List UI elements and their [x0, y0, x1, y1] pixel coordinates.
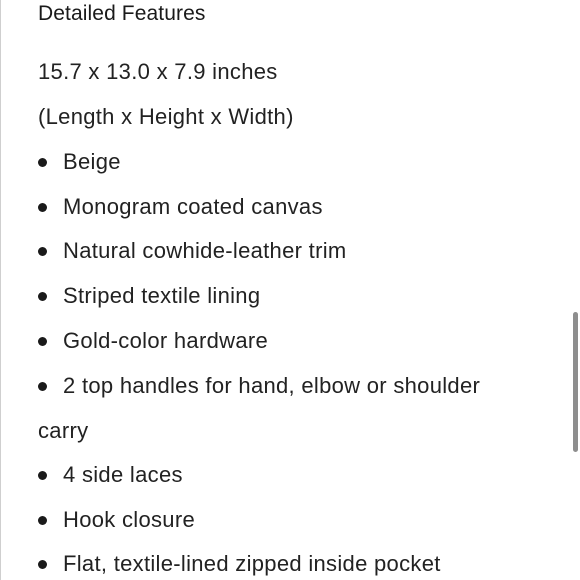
list-item-text: Gold-color hardware — [63, 328, 269, 353]
bullet-icon — [38, 560, 47, 569]
bullet-icon — [38, 471, 47, 480]
list-item-text: 2 top handles for hand, elbow or shoulder — [63, 373, 481, 398]
section-heading: Detailed Features — [38, 2, 206, 25]
list-item-wrap-text: carry — [38, 418, 89, 443]
list-item-text: Monogram coated canvas — [63, 194, 323, 219]
dimensions-text: 15.7 x 13.0 x 7.9 inches — [38, 59, 278, 84]
list-item-text: Natural cowhide-leather trim — [63, 238, 347, 263]
scrollbar-thumb[interactable] — [573, 312, 578, 452]
bullet-icon — [38, 292, 47, 301]
bullet-icon — [38, 203, 47, 212]
list-item-text: Hook closure — [63, 507, 195, 532]
list-item-text: Striped textile lining — [63, 283, 261, 308]
bullet-icon — [38, 382, 47, 391]
left-divider — [0, 0, 1, 580]
list-item-text: 4 side laces — [63, 462, 183, 487]
dimensions-note: (Length x Height x Width) — [38, 104, 294, 129]
list-item-text: Beige — [63, 149, 121, 174]
scrollbar[interactable] — [572, 0, 578, 580]
bullet-icon — [38, 158, 47, 167]
list-item-text: Flat, textile-lined zipped inside pocket — [63, 551, 441, 576]
bullet-icon — [38, 337, 47, 346]
bullet-icon — [38, 516, 47, 525]
bullet-icon — [38, 247, 47, 256]
